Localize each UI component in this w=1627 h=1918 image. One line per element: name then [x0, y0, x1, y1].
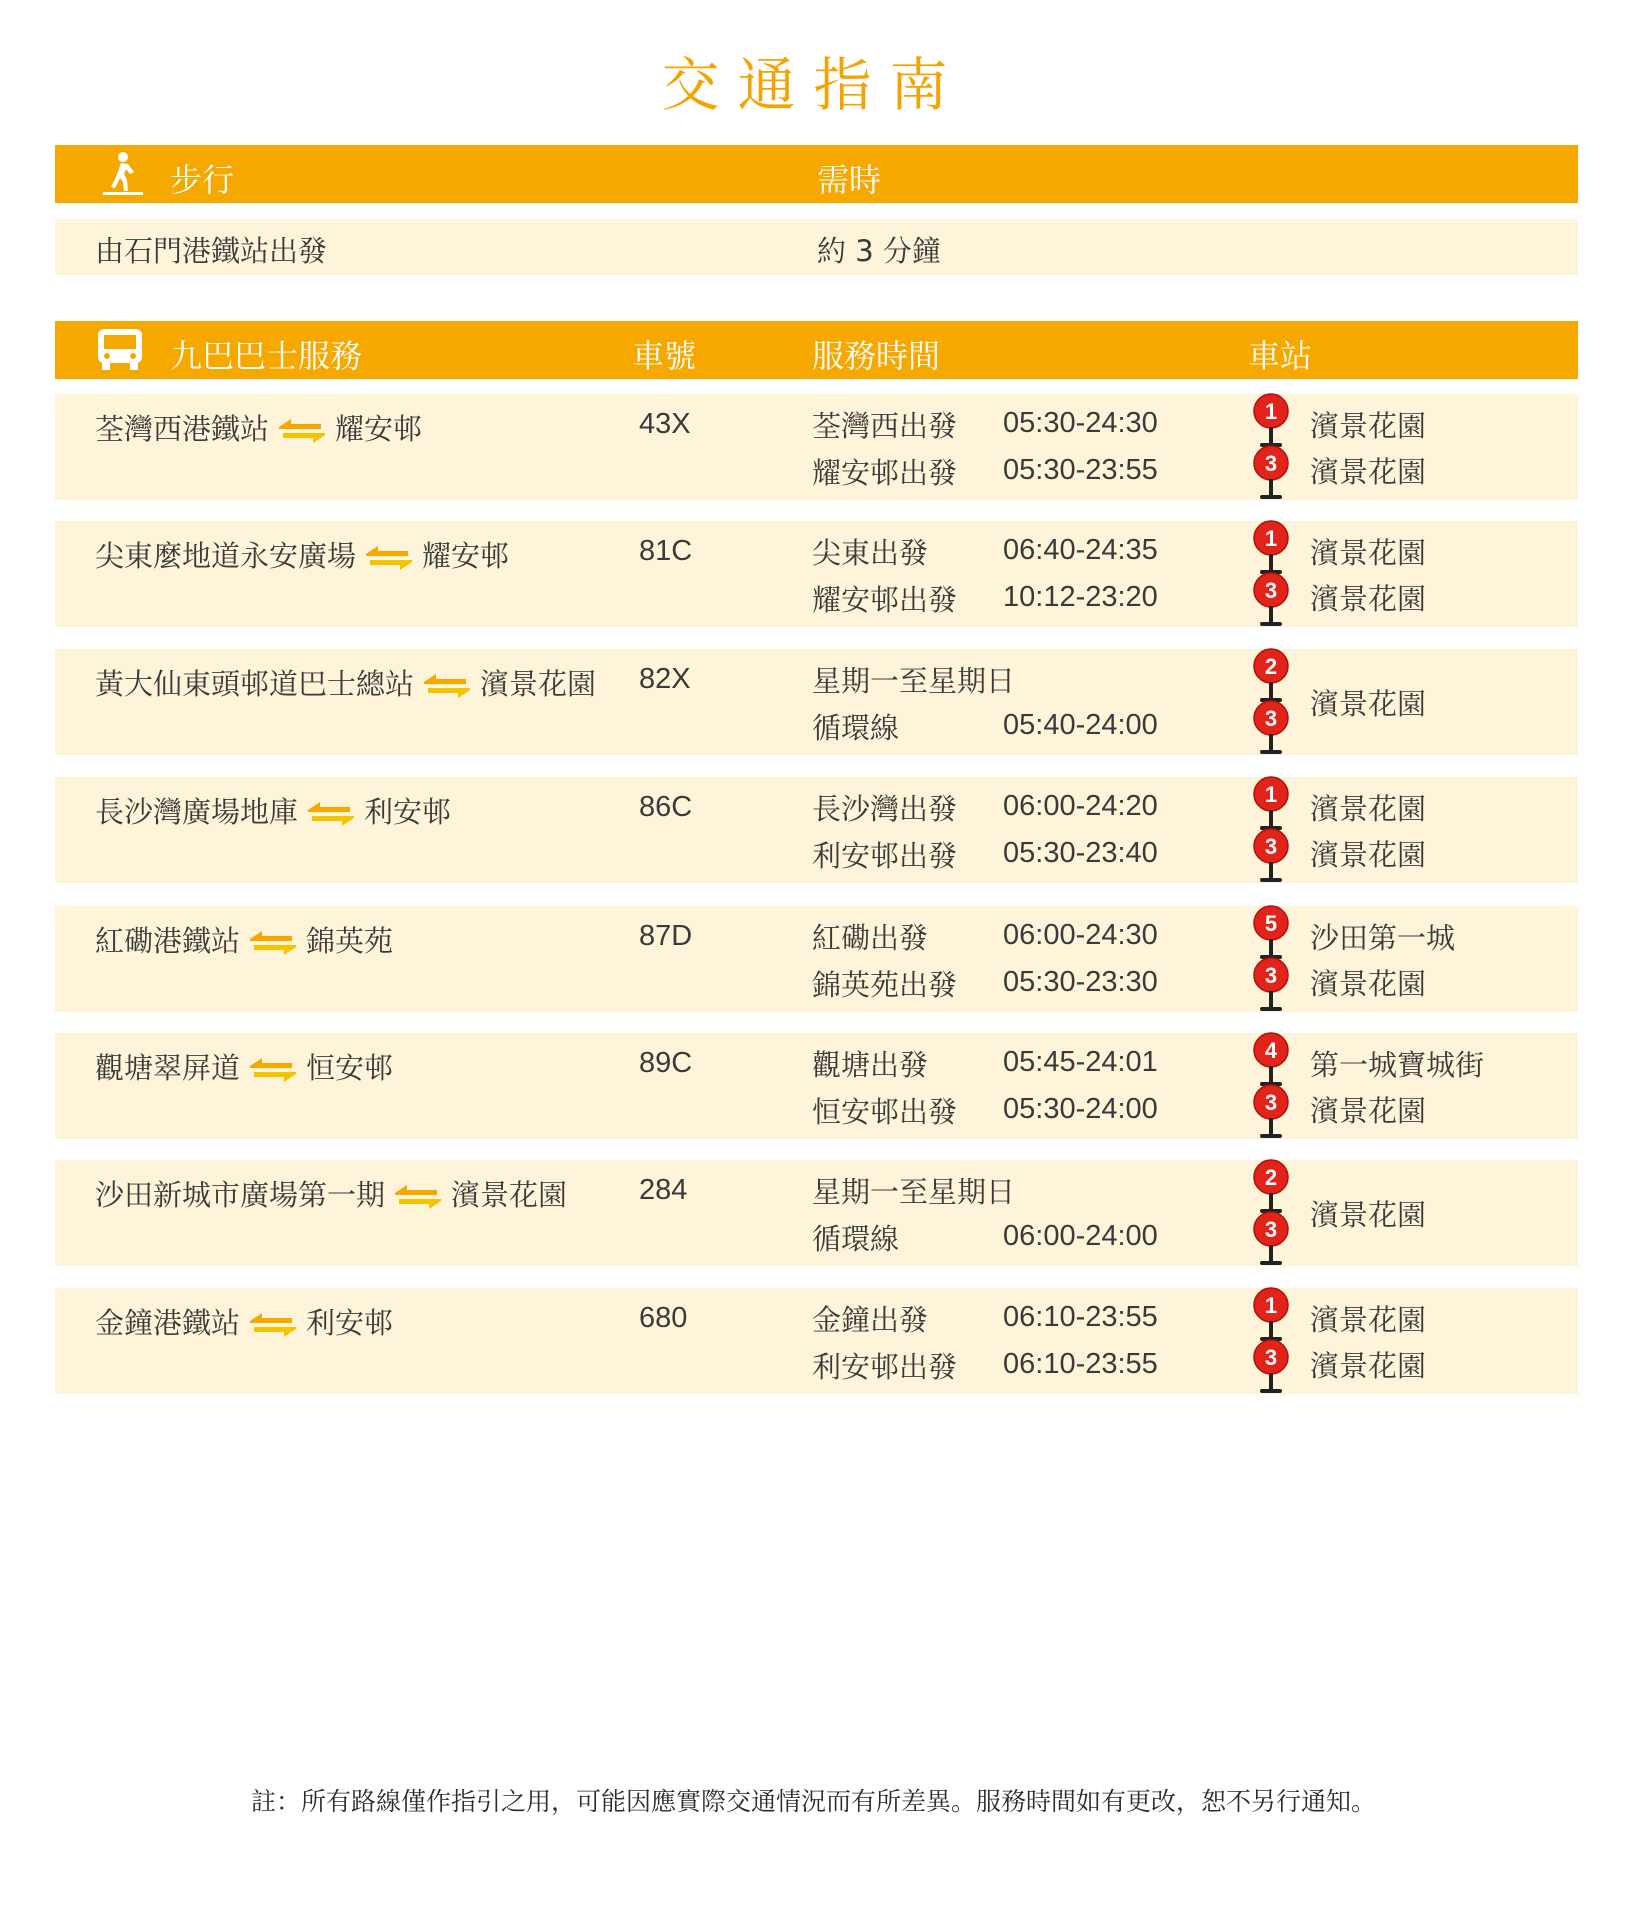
schedule-label: 循環線 — [812, 711, 900, 745]
svg-text:4: 4 — [1264, 1038, 1278, 1063]
schedule-time: 06:40-24:35 — [1003, 534, 1158, 566]
route-destination: 錦英苑 — [306, 924, 394, 958]
footnote: 註：所有路線僅作指引之用，可能因應實際交通情況而有所差異。服務時間如有更改，恕不另行通知。 — [250, 1787, 1376, 1816]
route-origin: 沙田新城市廣場第一期 — [95, 1178, 386, 1212]
schedule-time: 05:30-23:30 — [1003, 966, 1158, 998]
svg-text:1: 1 — [1264, 526, 1278, 551]
schedule-time: 05:30-23:40 — [1003, 837, 1158, 869]
schedule-label: 錦英苑出發 — [812, 968, 958, 1002]
schedule-time: 05:30-24:30 — [1003, 407, 1158, 439]
route-name — [95, 1301, 393, 1342]
stop-name: 濱景花園 — [1310, 1303, 1427, 1337]
bidirectional-arrow-icon — [364, 544, 414, 572]
schedule-time: 05:45-24:01 — [1003, 1046, 1158, 1078]
bus-stop-icon — [1252, 1286, 1290, 1342]
route-number: 86C — [639, 791, 693, 823]
bus-stop-icon — [1252, 1338, 1290, 1394]
bus-stop-icon — [1252, 1031, 1290, 1087]
bus-number-header: 車號 — [632, 337, 697, 375]
stop-name: 濱景花園 — [1310, 792, 1427, 826]
route-name — [95, 407, 422, 448]
schedule-time: 05:30-24:00 — [1003, 1093, 1158, 1125]
bus-route-row — [55, 394, 1578, 500]
stop-name: 濱景花園 — [1310, 687, 1427, 721]
route-destination: 耀安邨 — [335, 412, 423, 446]
schedule-label: 耀安邨出發 — [812, 583, 958, 617]
stop-name: 濱景花園 — [1310, 967, 1427, 1001]
bus-stop-icon — [1252, 956, 1290, 1012]
route-number: 43X — [639, 408, 691, 440]
svg-text:2: 2 — [1264, 1165, 1278, 1190]
bus-stop-icon — [1252, 1210, 1290, 1266]
walking-header-bar — [55, 145, 1578, 203]
svg-text:3: 3 — [1264, 451, 1278, 476]
schedule-label: 尖東出發 — [812, 536, 929, 570]
schedule-time: 10:12-23:20 — [1003, 581, 1158, 613]
schedule-label: 耀安邨出發 — [812, 456, 958, 490]
svg-text:3: 3 — [1264, 1217, 1278, 1242]
bidirectional-arrow-icon — [248, 1056, 298, 1084]
route-origin: 黃大仙東頭邨道巴士總站 — [95, 667, 415, 701]
schedule-time: 06:00-24:00 — [1003, 1220, 1158, 1252]
route-origin: 尖東麼地道永安廣場 — [95, 539, 357, 573]
route-name — [95, 919, 393, 960]
schedule-label: 星期一至星期日 — [812, 1175, 1016, 1209]
bus-icon — [95, 327, 145, 381]
bus-stop-icon — [1252, 1158, 1290, 1214]
stop-name: 濱景花園 — [1310, 409, 1427, 443]
schedule-label: 荃灣西出發 — [812, 409, 958, 443]
route-destination: 濱景花園 — [480, 667, 597, 701]
stop-name: 濱景花園 — [1310, 1198, 1427, 1232]
route-origin: 長沙灣廣場地庫 — [95, 795, 299, 829]
schedule-label: 利安邨出發 — [812, 839, 958, 873]
schedule-label: 金鐘出發 — [812, 1303, 929, 1337]
stop-name: 濱景花園 — [1310, 838, 1427, 872]
schedule-time: 06:00-24:30 — [1003, 919, 1158, 951]
bus-stop-icon — [1252, 904, 1290, 960]
stop-name: 濱景花園 — [1310, 455, 1427, 489]
bus-stop-icon — [1252, 571, 1290, 627]
bidirectional-arrow-icon — [422, 672, 472, 700]
schedule-time: 06:00-24:20 — [1003, 790, 1158, 822]
stop-name: 濱景花園 — [1310, 582, 1427, 616]
page-title: 交通指南 — [661, 51, 966, 119]
route-origin: 荃灣西港鐵站 — [95, 412, 270, 446]
walking-row — [55, 219, 1578, 275]
svg-text:3: 3 — [1264, 834, 1278, 859]
bus-route-row — [55, 649, 1578, 755]
schedule-label: 長沙灣出發 — [812, 792, 958, 826]
stop-name: 沙田第一城 — [1310, 921, 1456, 955]
route-destination: 濱景花園 — [451, 1178, 568, 1212]
bus-stop-icon — [1252, 519, 1290, 575]
svg-text:3: 3 — [1264, 1345, 1278, 1370]
bus-stop-icon — [1252, 444, 1290, 500]
svg-text:1: 1 — [1264, 1293, 1278, 1318]
svg-text:5: 5 — [1264, 911, 1278, 936]
schedule-label: 循環線 — [812, 1222, 900, 1256]
route-destination: 利安邨 — [364, 795, 452, 829]
bus-stop-icon — [1252, 827, 1290, 883]
schedule-label: 利安邨出發 — [812, 1350, 958, 1384]
schedule-time: 05:30-23:55 — [1003, 454, 1158, 486]
svg-text:3: 3 — [1264, 578, 1278, 603]
svg-text:1: 1 — [1264, 782, 1278, 807]
route-destination: 耀安邨 — [422, 539, 510, 573]
route-number: 87D — [639, 920, 693, 952]
bidirectional-arrow-icon — [393, 1183, 443, 1211]
bus-route-row — [55, 1160, 1578, 1266]
route-number: 82X — [639, 663, 691, 695]
bus-header-label: 九巴巴士服務 — [170, 337, 363, 375]
pedestrian-icon — [97, 149, 147, 207]
bus-stop-header: 車站 — [1248, 337, 1313, 375]
schedule-time: 06:10-23:55 — [1003, 1348, 1158, 1380]
bidirectional-arrow-icon — [248, 929, 298, 957]
schedule-label: 觀塘出發 — [812, 1048, 929, 1082]
bidirectional-arrow-icon — [248, 1311, 298, 1339]
route-number: 284 — [639, 1174, 688, 1206]
walking-time-header: 需時 — [817, 161, 882, 199]
walking-duration: 約 3 分鐘 — [817, 234, 941, 268]
route-name — [95, 1046, 393, 1087]
stop-name: 第一城寶城街 — [1310, 1048, 1485, 1082]
bus-route-row — [55, 1288, 1578, 1394]
svg-text:3: 3 — [1264, 963, 1278, 988]
schedule-label: 恒安邨出發 — [812, 1095, 958, 1129]
bidirectional-arrow-icon — [277, 417, 327, 445]
bus-header-bar — [55, 321, 1578, 379]
route-name — [95, 662, 596, 703]
schedule-label: 星期一至星期日 — [812, 664, 1016, 698]
route-destination: 恒安邨 — [306, 1051, 394, 1085]
schedule-label: 紅磡出發 — [812, 921, 929, 955]
bus-route-row — [55, 1033, 1578, 1139]
bus-route-row — [55, 521, 1578, 627]
stop-name: 濱景花園 — [1310, 1349, 1427, 1383]
svg-text:3: 3 — [1264, 706, 1278, 731]
bus-hours-header: 服務時間 — [812, 337, 941, 375]
bidirectional-arrow-icon — [306, 800, 356, 828]
route-origin: 紅磡港鐵站 — [95, 924, 241, 958]
svg-text:2: 2 — [1264, 654, 1278, 679]
walking-header-label: 步行 — [170, 161, 235, 199]
stop-name: 濱景花園 — [1310, 536, 1427, 570]
svg-text:1: 1 — [1264, 399, 1278, 424]
bus-stop-icon — [1252, 699, 1290, 755]
route-name — [95, 790, 451, 831]
stop-name: 濱景花園 — [1310, 1094, 1427, 1128]
route-origin: 金鐘港鐵站 — [95, 1306, 241, 1340]
route-number: 89C — [639, 1047, 693, 1079]
bus-stop-icon — [1252, 392, 1290, 448]
svg-text:3: 3 — [1264, 1090, 1278, 1115]
bus-stop-icon — [1252, 1083, 1290, 1139]
bus-route-row — [55, 906, 1578, 1012]
walking-from: 由石門港鐵站出發 — [95, 234, 328, 268]
bus-stop-icon — [1252, 647, 1290, 703]
route-number: 81C — [639, 535, 693, 567]
bus-route-row — [55, 777, 1578, 883]
route-name — [95, 534, 509, 575]
schedule-time: 05:40-24:00 — [1003, 709, 1158, 741]
bus-stop-icon — [1252, 775, 1290, 831]
route-origin: 觀塘翠屏道 — [95, 1051, 241, 1085]
route-number: 680 — [639, 1302, 688, 1334]
schedule-time: 06:10-23:55 — [1003, 1301, 1158, 1333]
route-destination: 利安邨 — [306, 1306, 394, 1340]
route-name — [95, 1173, 567, 1214]
